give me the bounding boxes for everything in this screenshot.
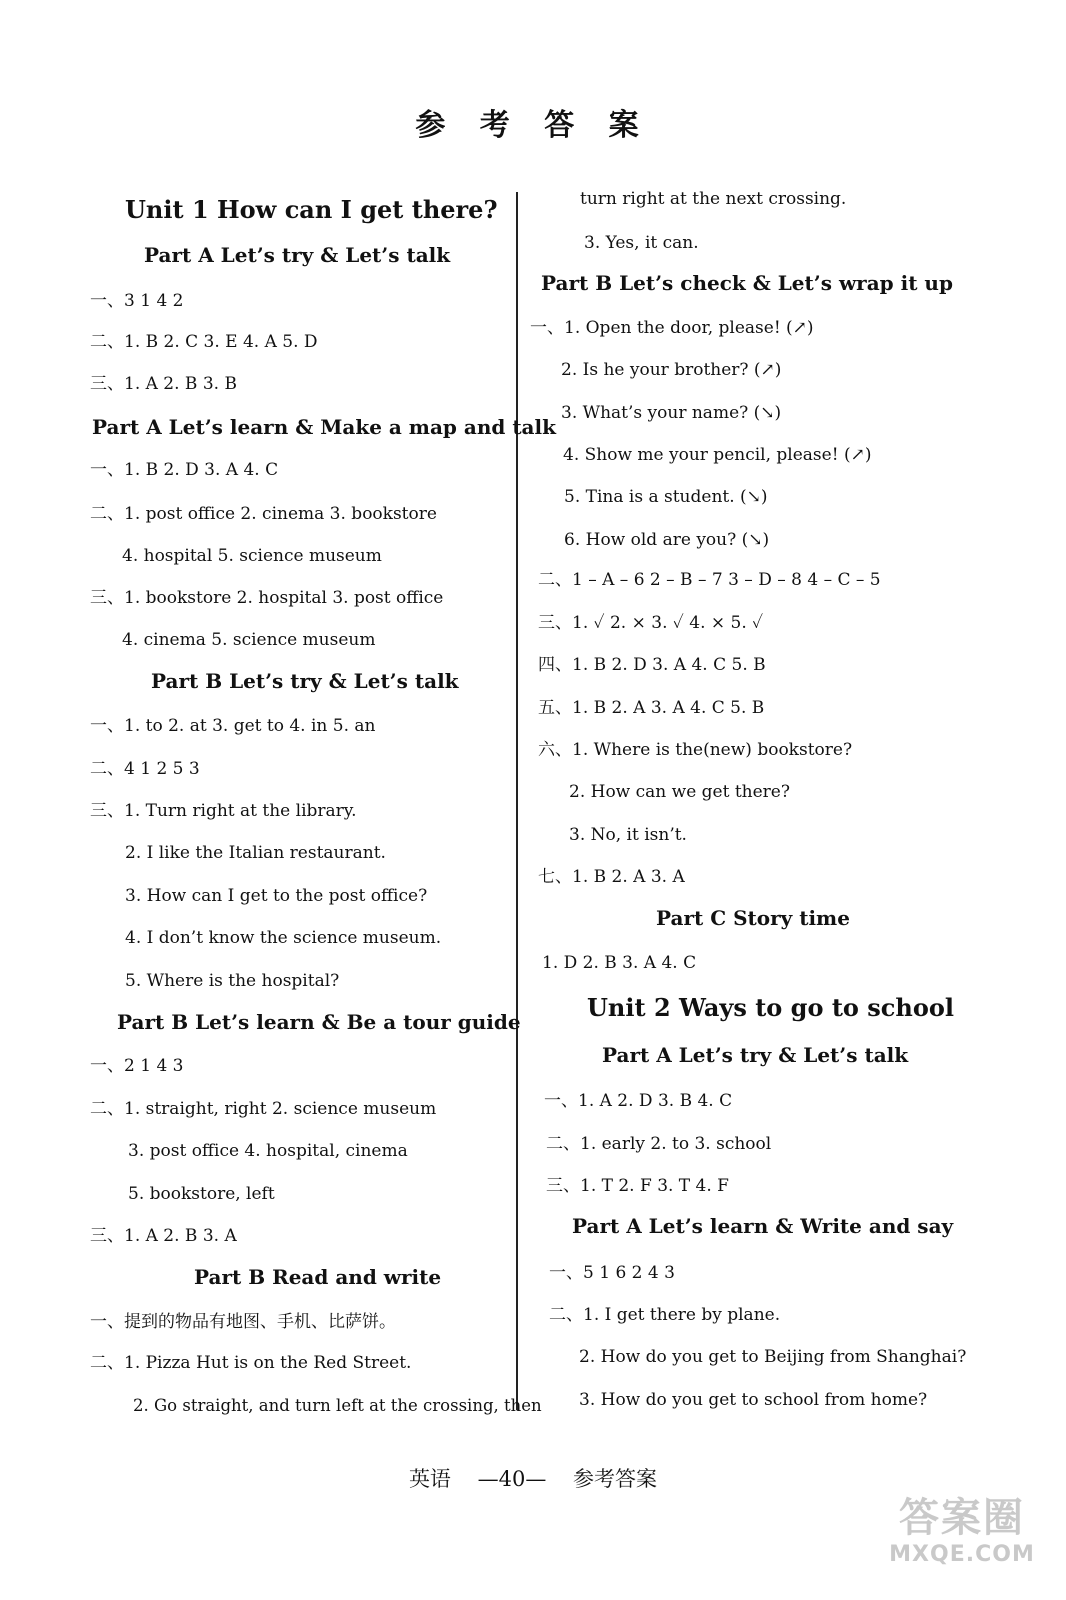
answer-line: 一、2 1 4 3 [90,1056,184,1076]
section-heading: Part A Let’s learn & Write and say [572,1214,954,1238]
answer-line: 4. I don’t know the science museum. [125,928,442,948]
answer-line: 一、1. B 2. D 3. A 4. C [90,460,279,480]
section-heading: Part B Read and write [194,1265,442,1289]
watermark-logo [872,1494,1052,1586]
answer-line: 二、1. straight, right 2. science museum [90,1099,437,1119]
unit-heading: Unit 1 How can I get there? [125,195,498,224]
watermark-en: MXQE.COM [889,1542,1035,1567]
answer-line: 二、4 1 2 5 3 [90,759,200,779]
answer-line: 2. How can we get there? [569,782,790,802]
answer-line: 五、1. B 2. A 3. A 4. C 5. B [538,698,765,718]
section-heading: Part C Story time [656,906,850,930]
answer-line: 5. bookstore, left [128,1184,275,1204]
answer-line: 二、1. B 2. C 3. E 4. A 5. D [90,332,318,352]
answer-line: 二、1. I get there by plane. [549,1305,781,1325]
answer-line: 四、1. B 2. D 3. A 4. C 5. B [538,655,766,675]
answer-line: 一、1. Open the door, please! (↗) [530,318,814,338]
answer-line: 三、1. A 2. B 3. A [90,1226,237,1246]
answer-line: 6. How old are you? (↘) [564,530,770,550]
section-heading: Part A Let’s learn & Make a map and talk [92,415,556,439]
answer-line: 一、3 1 4 2 [90,291,184,311]
answer-line: turn right at the next crossing. [580,189,847,209]
answer-line: 二、1 – A – 6 2 – B – 7 3 – D – 8 4 – C – 5 [538,570,881,590]
answer-line: 3. Yes, it can. [584,233,699,253]
answer-line: 2. How do you get to Beijing from Shanghai? [579,1347,967,1367]
section-heading: Part A Let’s try & Let’s talk [602,1043,909,1067]
answer-line: 二、1. post office 2. cinema 3. bookstore [90,504,437,524]
answer-line: 1. D 2. B 3. A 4. C [542,953,697,973]
answer-line: 4. cinema 5. science museum [122,630,376,650]
footer-label: 参考答案 [573,1467,658,1491]
answer-line: 5. Where is the hospital? [125,971,340,991]
page-title: 参 考 答 案 [415,108,651,143]
answer-line: 3. post office 4. hospital, cinema [128,1141,408,1161]
answer-line: 3. How can I get to the post office? [125,886,428,906]
section-heading: Part A Let’s try & Let’s talk [144,243,451,267]
answer-line: 2. Go straight, and turn left at the crossing, then [133,1396,542,1415]
footer-subject: 英语 [408,1467,451,1491]
answer-line: 3. No, it isn’t. [569,825,687,845]
section-heading: Part B Let’s check & Let’s wrap it up [541,271,953,295]
section-heading: Part B Let’s learn & Be a tour guide [117,1010,521,1034]
answer-line: 4. Show me your pencil, please! (↗) [563,445,872,465]
answer-line: 一、提到的物品有地图、手机、比萨饼。 [90,1312,396,1332]
answer-line: 一、1. to 2. at 3. get to 4. in 5. an [90,716,376,736]
unit-heading: Unit 2 Ways to go to school [587,993,954,1022]
answer-line: 5. Tina is a student. (↘) [564,487,768,507]
answer-line: 二、1. early 2. to 3. school [546,1134,772,1154]
watermark-cn: 答案圈 [899,1495,1025,1541]
answer-line: 3. What’s your name? (↘) [561,403,782,423]
answer-line: 三、1. Turn right at the library. [90,801,357,821]
answer-line: 4. hospital 5. science museum [122,546,382,566]
answer-line: 七、1. B 2. A 3. A [538,867,685,887]
answer-line: 二、1. Pizza Hut is on the Red Street. [90,1353,412,1373]
footer-page-number: —40— [477,1467,547,1491]
section-heading: Part B Let’s try & Let’s talk [151,669,459,693]
answer-line: 三、1. ✓ 2. × 3. ✓ 4. × 5. ✓ [538,613,764,633]
answer-line: 六、1. Where is the(new) bookstore? [538,740,853,760]
answer-line: 3. How do you get to school from home? [579,1390,928,1410]
answer-line: 2. Is he your brother? (↗) [561,360,782,380]
answer-line: 三、1. bookstore 2. hospital 3. post office [90,588,444,608]
page-footer [0,1463,1066,1493]
answer-line: 三、1. T 2. F 3. T 4. F [546,1176,729,1196]
answer-line: 一、5 1 6 2 4 3 [549,1263,675,1283]
answer-line: 三、1. A 2. B 3. B [90,374,237,394]
answer-line: 一、1. A 2. D 3. B 4. C [544,1091,733,1111]
answer-line: 2. I like the Italian restaurant. [125,843,386,863]
column-divider [516,192,518,1410]
